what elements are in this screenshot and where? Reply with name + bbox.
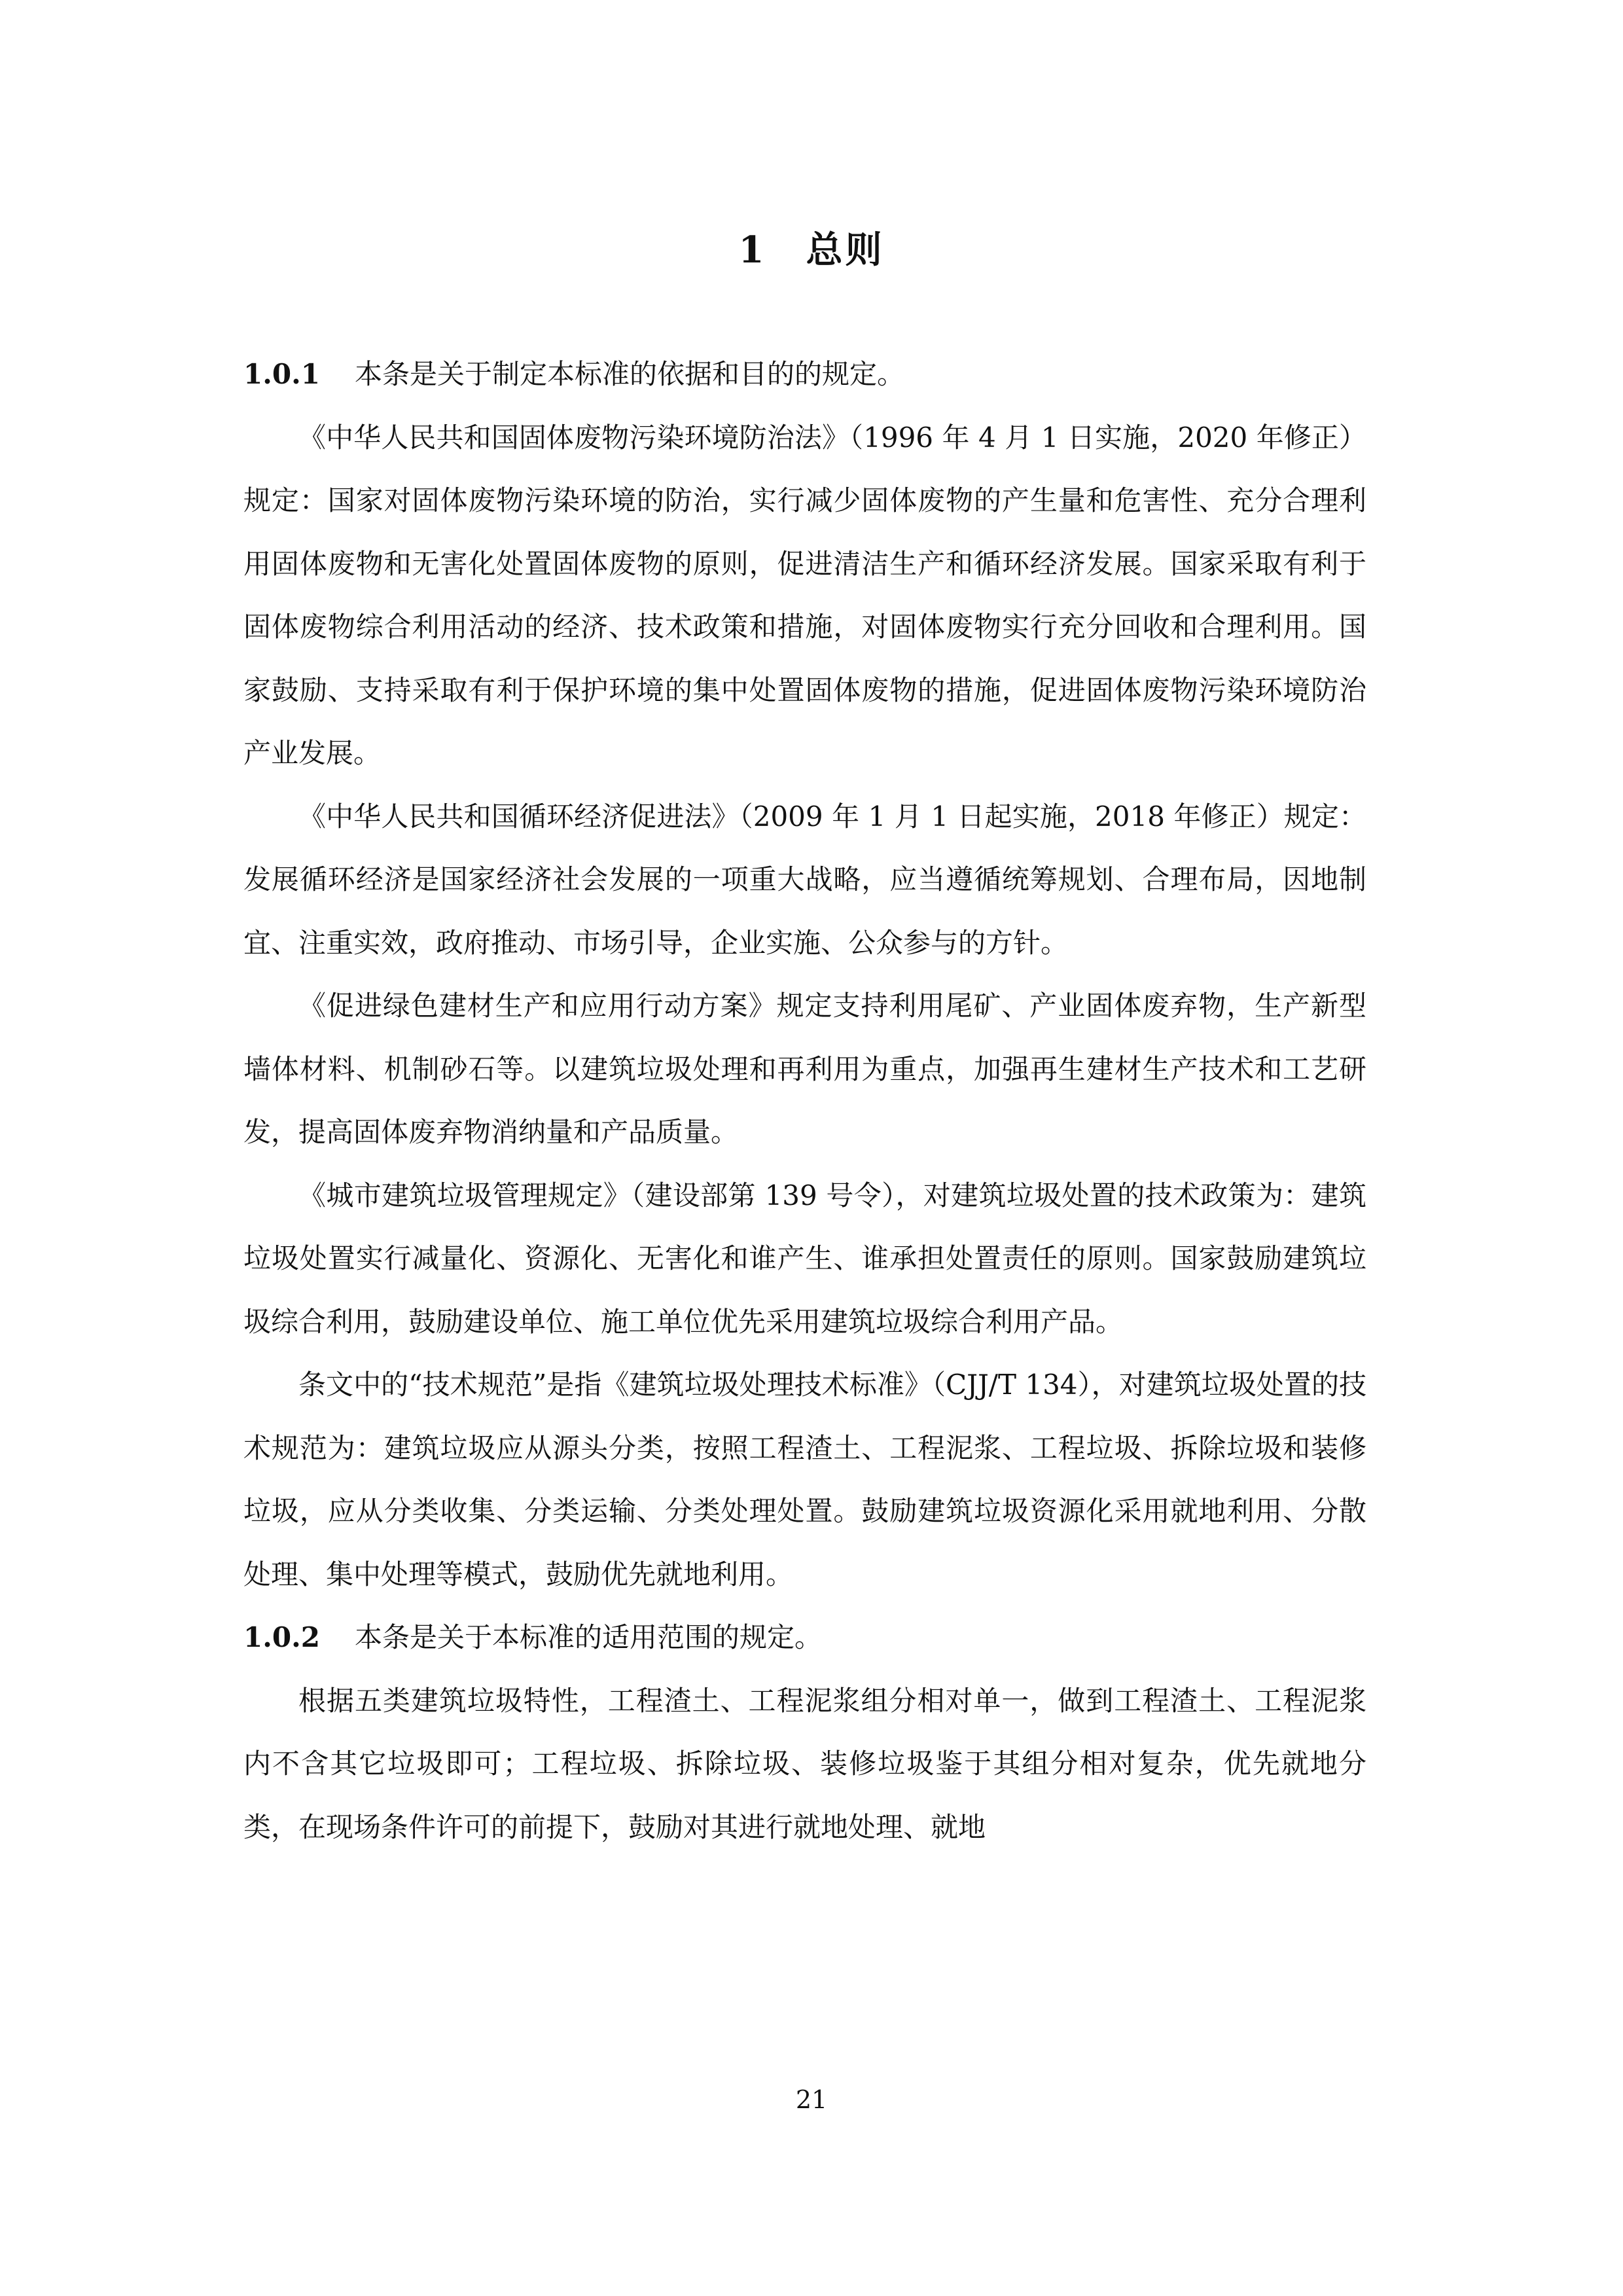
paragraph: 《促进绿色建材生产和应用行动方案》规定支持利用尾矿、产业固体废弃物，生产新型墙体材料、机制砂石等。以建筑垃圾处理和再利用为重点，加强再生建材生产技术和工艺研发，提高固体废弃物消纳量和产品质量。 — [243, 990, 1366, 1148]
clause-number: 1.0.2 — [243, 1621, 320, 1653]
clause-number: 1.0.1 — [243, 358, 320, 390]
document-body — [243, 343, 1366, 1859]
clause-heading: 本条是关于制定本标准的依据和目的的规定。 — [355, 358, 905, 390]
paragraph: 《中华人民共和国循环经济促进法》（2009 年 1 月 1 日起实施，2018 年修正）规定：发展循环经济是国家经济社会发展的一项重大战略，应当遵循统筹规划、合理布局，因地制宜、注重实效，政府推动、市场引导，企业实施、公众参与的方针。 — [243, 800, 1366, 959]
page-number: 21 — [795, 2085, 828, 2114]
chapter-title: 1 总则 — [738, 228, 885, 272]
paragraph: 条文中的“技术规范”是指《建筑垃圾处理技术标准》（CJJ/T 134），对建筑垃圾处置的技术规范为：建筑垃圾应从源头分类，按照工程渣土、工程泥浆、工程垃圾、拆除垃圾和装修垃圾，应从分类收集、分类运输、分类处理处置。鼓励建筑垃圾资源化采用就地利用、分散处理、集中处理等模式，鼓励优先就地利用。 — [243, 1369, 1366, 1590]
paragraph: 根据五类建筑垃圾特性，工程渣土、工程泥浆组分相对单一，做到工程渣土、工程泥浆内不含其它垃圾即可；工程垃圾、拆除垃圾、装修垃圾鉴于其组分相对复杂，优先就地分类，在现场条件许可的前提下，鼓励对其进行就地处理、就地 — [243, 1684, 1366, 1843]
clause-1-0-1 — [243, 343, 1366, 406]
paragraph: 《城市建筑垃圾管理规定》（建设部第 139 号令），对建筑垃圾处置的技术政策为：建筑垃圾处置实行减量化、资源化、无害化和谁产生、谁承担处置责任的原则。国家鼓励建筑垃圾综合利用，鼓励建设单位、施工单位优先采用建筑垃圾综合利用产品。 — [243, 1179, 1366, 1338]
paragraph: 《中华人民共和国固体废物污染环境防治法》（1996 年 4 月 1 日实施，2020 年修正）规定：国家对固体废物污染环境的防治，实行减少固体废物的产生量和危害性、充分合理利用固体废物和无害化处置固体废物的原则，促进清洁生产和循环经济发展。国家采取有利于固体废物综合利用活动的经济、技术政策和措施，对固体废物实行充分回收和合理利用。国家鼓励、支持采取有利于保护环境的集中处置固体废物的措施，促进固体废物污染环境防治产业发展。 — [243, 421, 1366, 769]
clause-1-0-2 — [243, 1606, 1366, 1670]
clause-heading: 本条是关于本标准的适用范围的规定。 — [355, 1621, 823, 1653]
